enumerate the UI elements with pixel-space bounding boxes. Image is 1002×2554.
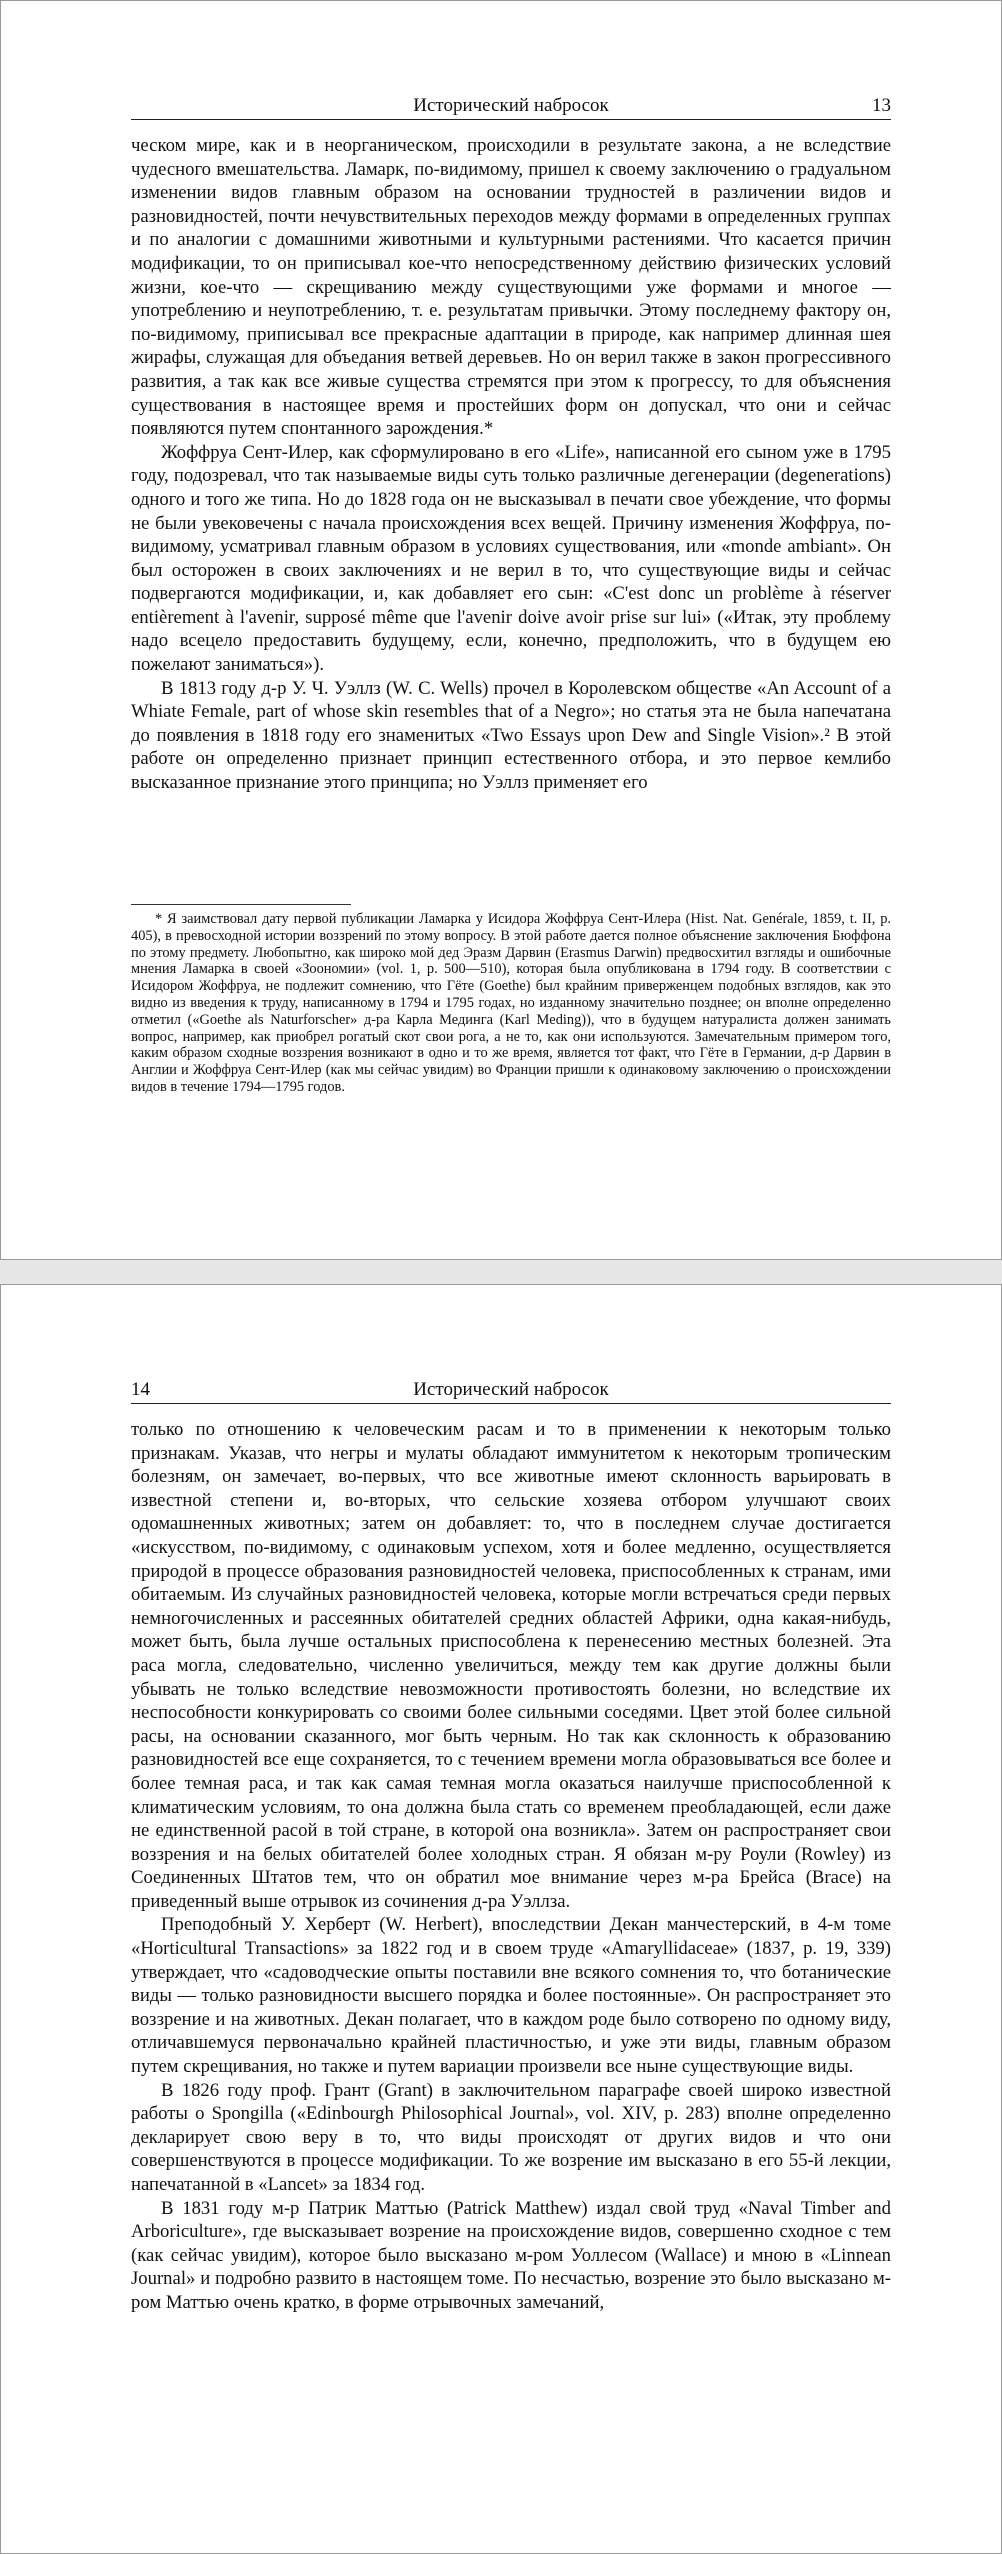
paragraph: В 1813 году д-р У. Ч. Уэллз (W. C. Wells) прочел в Королевском обществе «An Account of a Whiate Female, part of whose skin resembles that of a Negro»; но статья эта не была напечатана до появления в 1818 году его знаменитых «Two Essays upon Dew and Single Vision».² В этой работе он определенно признает принцип естественного отбора, и это первое кемлибо высказанное признание этого принципа; но Уэллз применяет его (131, 677, 891, 794)
footnotes (131, 911, 891, 1096)
paragraph: В 1831 году м-р Патрик Маттью (Patrick Matthew) издал свой труд «Naval Timber and Arboriculture», где высказывает возрение на происхождение видов, совершенно сходное с тем (как сейчас увидим), которое было высказано м-ром Уоллесом (Wallace) и мною в «Linnean Journal» и подробно развито в настоящем томе. По несчастью, возрение это было высказано м-ром Маттью очень кратко, в форме отрывочных замечаний, (131, 2197, 891, 2313)
main-text (131, 134, 891, 795)
page-number: 14 (131, 1379, 150, 1400)
page-13 (0, 0, 1002, 1260)
running-title: Исторический набросок (413, 1379, 609, 1400)
page-gap (0, 1260, 1002, 1284)
running-header (131, 95, 891, 120)
footnote-divider (131, 904, 351, 905)
running-header (131, 1379, 891, 1404)
page-14 (0, 1284, 1002, 2554)
page-number: 13 (872, 95, 891, 116)
paragraph: Преподобный У. Херберт (W. Herbert), впоследствии Декан манчестерский, в 4-м томе «Horticultural Transactions» за 1822 год и в своем труде «Amaryllidaceae» (1837, p. 19, 339) утверждает, что «садоводческие опыты поставили вне всякого сомнения то, что ботанические виды — только разновидности высшего порядка и более постоянные». Он распространяет это воззрение и на животных. Декан полагает, что в каждом роде было сотворено по одному виду, отличавшемуся первоначально крайней пластичностью, и уже эти виды, главным образом путем скрещивания, но также и путем вариации произвели все ныне существующие виды. (131, 1914, 891, 2078)
footnote: * Я заимствовал дату первой публикации Ламарка у Исидора Жоффруа Сент-Илера (Hist. Nat. Genérale, 1859, t. II, p. 405), в превосходной истории воззрений по этому вопросу. В этой работе дается полное объяснение заключения Бюффона по этому предмету. Любопытно, как широко мой дед Эразм Дарвин (Erasmus Darwin) предвосхитил взгляды и ошибочные мнения Ламарка в своей «Зоономии» (vol. 1, p. 500—510), которая была опубликована в 1794 году. В соответствии с Исидором Жоффруа, не подлежит сомнению, что Гёте (Goethe) был крайним приверженцем подобных взглядов, как это видно из введения к труду, написанному в 1794 и 1795 годах, но изданному значительно позднее; он вполне определенно отметил («Goethe als Naturforscher» д-ра Карла Мединга (Karl Meding)), что в будущем натуралиста должен занимать вопрос, например, как приобрел рогатый скот свои рога, а не то, как они используются. Замечательным примером того, каким образом сходные воззрения возникают в одно и то же время, является тот факт, что Гёте в Германии, д-р Дарвин в Англии и Жоффруа Сент-Илер (как мы сейчас увидим) во Франции пришли к одинаковому заключению о происхождении видов в течение 1794—1795 годов. (131, 911, 891, 1095)
running-title: Исторический набросок (413, 95, 609, 116)
paragraph: только по отношению к человеческим расам и то в применении к некоторым только признакам. Указав, что негры и мулаты обладают иммунитетом к некоторым тропическим болезням, он замечает, во-первых, что все животные имеют склонность варьировать в известной степени и, во-вторых, что сельские хозяева отбором улучшают своих одомашненных животных; затем он добавляет: то, что в последнем случае достигается «искусством, по-видимому, с одинаковым успехом, хотя и более медленно, осуществляется природой в процессе образования разновидностей человека, приспособленных к странам, ими обитаемым. Из случайных разновидностей человека, которые могли встречаться среди первых немногочисленных и рассеянных обитателей средних областей Африки, одна какая-нибудь, может быть, была лучше остальных приспособлена к перенесению местных болезней. Эта раса могла, следовательно, численно увеличиться, между тем как другие должны были убывать не только вследствие невозможности противостоять болезни, но вследствие их неспособности конкурировать со своими более сильными соседями. Цвет этой более сильной расы, на основании сказанного, мог быть черным. Но так как склонность к образованию разновидностей все еще сохраняется, то с течением времени могла образовываться все более и более темная раса, и так как самая темная могла оказаться наилучше приспособленной к климатическим условиям, то она должна была стать со временем преобладающей, если даже не единственной расой в той стране, в которой она возникла». Затем он распространяет свои воззрения и на белых обитателей более холодных стран. Я обязан м-ру Роули (Rowley) из Соединенных Штатов тем, что он обратил мое внимание через м-ра Брейса (Brace) на приведенный выше отрывок из сочинения д-ра Уэллза. (131, 1419, 891, 1912)
main-text (131, 1418, 891, 2315)
paragraph: В 1826 году проф. Грант (Grant) в заключительном параграфе своей широко известной работы о Spongilla («Edinbourgh Philosophical Journal», vol. XIV, p. 283) вполне определенно декларирует свою веру в то, что виды происходят от других видов и что они совершенствуются в процессе модификации. То же возрение им высказано в его 55-й лекции, напечатанной в «Lancet» за 1834 год. (131, 2079, 891, 2195)
paragraph: Жоффруа Сент-Илер, как сформулировано в его «Life», написанной его сыном уже в 1795 году, подозревал, что так называемые виды суть только различные дегенерации (degenerations) одного и того же типа. Но до 1828 года он не высказывал в печати свое убеждение, что формы не были увековечены с начала происхождения всех вещей. Причину изменения Жоффруа, по-видимому, усматривал главным образом в условиях существования, или «monde ambiant». Он был осторожен в своих заключениях и не верил в то, что существующие виды и сейчас подвергаются модификации, и, как добавляет его сын: «C'est donc un problème à réserver entièrement à l'avenir, supposé même que l'avenir doive avoir prise sur lui» («Итак, эту проблему надо всецело предоставить будущему, если, конечно, предположить, что в будущем ею пожелают заниматься»). (131, 441, 891, 676)
paragraph: ческом мире, как и в неорганическом, происходили в результате закона, а не вследствие чудесного вмешательства. Ламарк, по-видимому, пришел к своему заключению о градуальном изменении видов главным образом на основании трудностей в различении видов и разновидностей, почти нечувствительных переходов между формами в определенных группах и по аналогии с домашними животными и культурными растениями. Что касается причин модификации, то он приписывал кое-что непосредственному действию физических условий жизни, кое-что — скрещиванию между существующими уже формами и многое — употреблению и неупотреблению, т. е. результатам привычки. Этому последнему фактору он, по-видимому, приписывал все прекрасные адаптации в природе, как например длинная шея жирафы, служащая для объедания ветвей деревьев. Но он верил также в закон прогрессивного развития, а так как все живые существа стремятся при этом к прогрессу, то для объяснения существования в настоящее время и простейших форм он допускал, что они и сейчас появляются путем спонтанного зарождения.* (131, 135, 891, 440)
